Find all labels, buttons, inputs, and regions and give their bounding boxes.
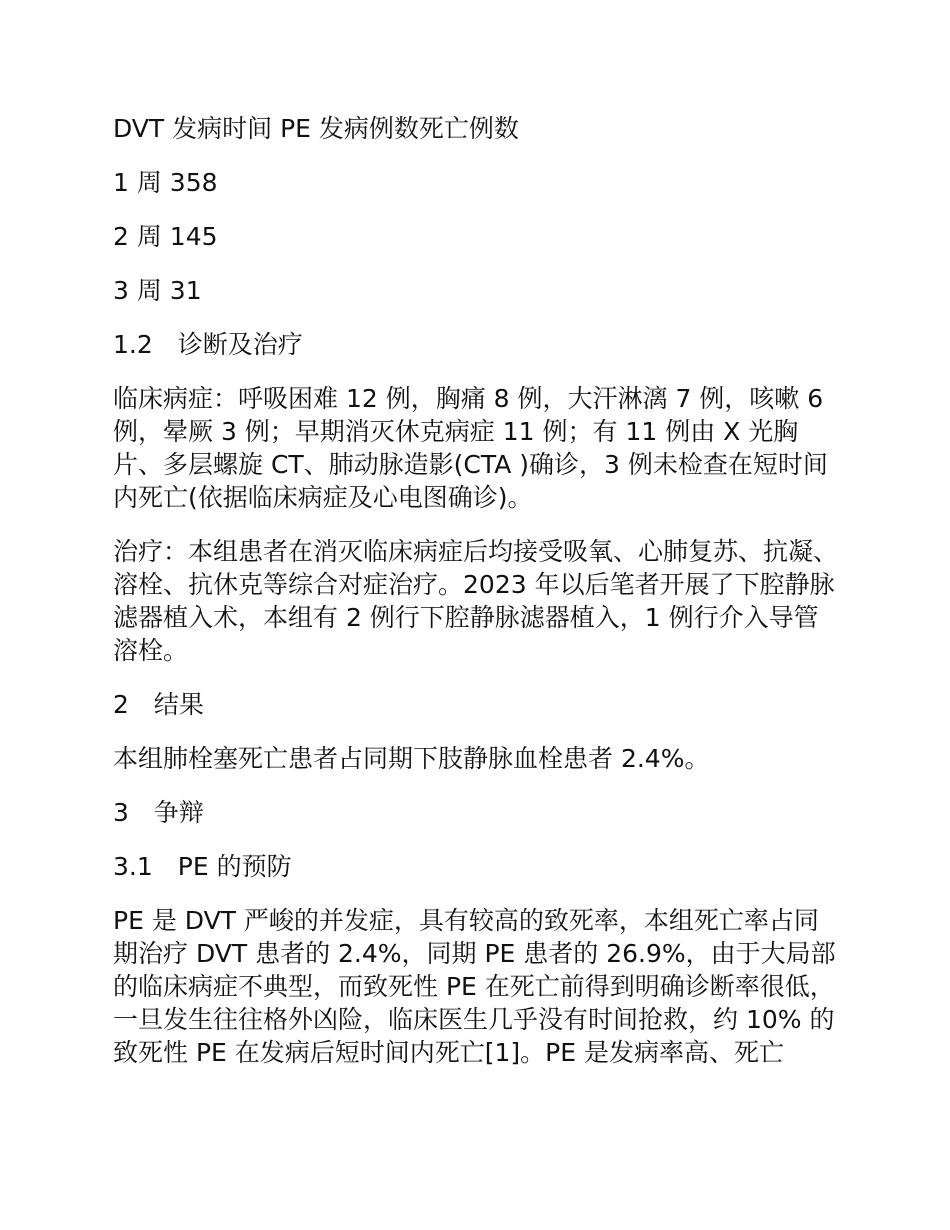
table-header-line: DVT 发病时间 PE 发病例数死亡例数 <box>113 114 519 143</box>
clinical-symptoms-paragraph: 临床病症：呼吸困难 12 例，胸痛 8 例，大汗淋漓 7 例，咳嗽 6 例，晕厥 3 例；早期消灭休克病症 11 例；有 11 例由 X 光胸片、多层螺旋 CT、肺动脉造影(CTA )确诊，3 例未检查在短时间内死亡(依据临床病症及心电图确诊)。 <box>113 384 828 512</box>
document-page <box>113 112 838 1069</box>
row-week-3: 3 周 31 <box>113 276 202 305</box>
row-week-2: 2 周 145 <box>113 222 218 251</box>
section-heading-3: 3 争辩 <box>113 798 204 827</box>
section-heading-1-2: 1.2 诊断及治疗 <box>113 330 303 359</box>
section-heading-3-1: 3.1 PE 的预防 <box>113 852 292 881</box>
treatment-paragraph: 治疗：本组患者在消灭临床病症后均接受吸氧、心肺复苏、抗凝、溶栓、抗休克等综合对症治疗。2023 年以后笔者开展了下腔静脉滤器植入术，本组有 2 例行下腔静脉滤器植入，1 例行介入导管溶栓。 <box>113 537 839 665</box>
row-week-1: 1 周 358 <box>113 168 218 197</box>
discussion-paragraph: PE 是 DVT 严峻的并发症，具有较高的致死率，本组死亡率占同期治疗 DVT 患者的 2.4%，同期 PE 患者的 26.9%，由于大局部的临床病症不典型，而致死性 PE 在死亡前得到明确诊断率很低，一旦发生往往格外凶险，临床医生几乎没有时间抢救，约 10% 的致死性 PE 在发病后短时间内死亡[1]。PE 是发病率高、死亡 <box>113 906 836 1067</box>
results-paragraph: 本组肺栓塞死亡患者占同期下肢静脉血栓患者 2.4%。 <box>113 744 710 773</box>
section-heading-2: 2 结果 <box>113 690 204 719</box>
